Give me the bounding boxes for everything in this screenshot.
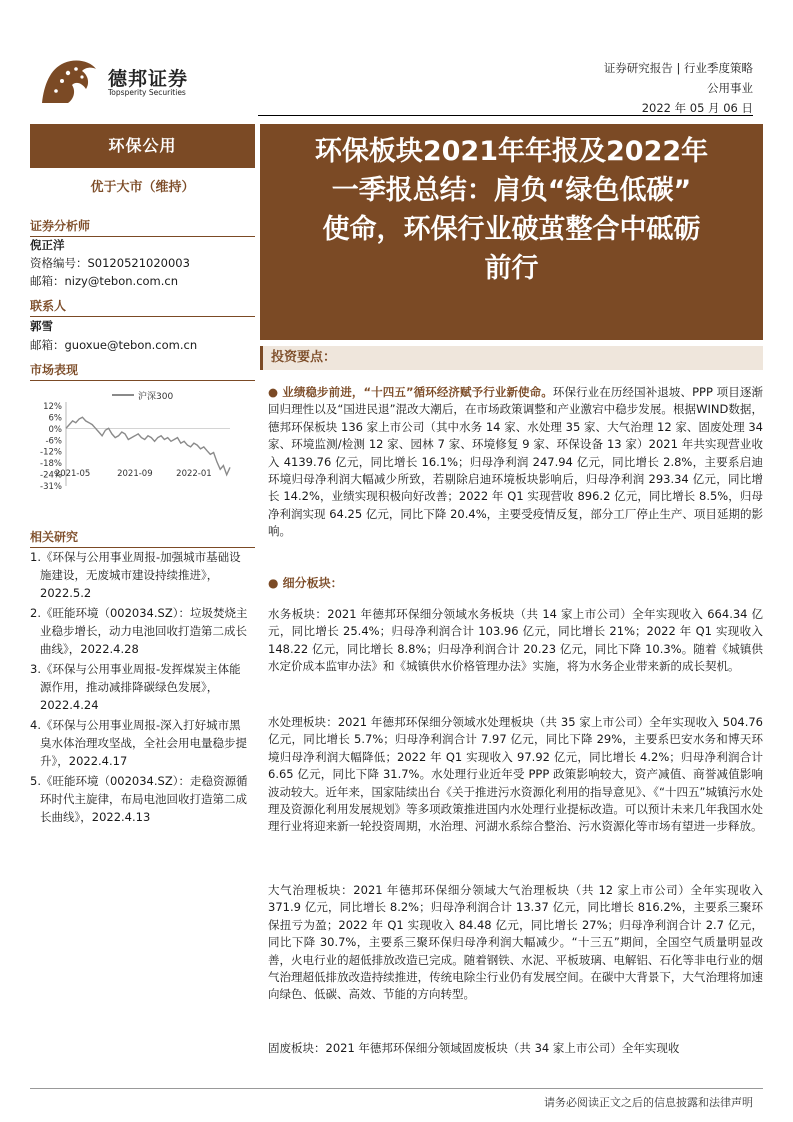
related-report-item[interactable]: 2.《旺能环境（002034.SZ）：垃圾焚烧主业稳步增长，动力电池回收打造第二成长曲线》，2022.4.28 <box>30 606 248 656</box>
analyst-heading: 证券分析师 <box>30 217 255 237</box>
related-report-item[interactable]: 1.《环保与公用事业周报-加强城市基础设施建设，无废城市建设持续推进》，2022.5.2 <box>30 550 241 600</box>
segment-water: 水务板块：2021 年德邦环保细分领域水务板块（共 14 家上市公司）全年实现收入 664.34 亿元，同比增长 25.4%；归母净利润合计 103.96 亿元，同比增长 21%；2022 年 Q1 实现收入 148.22 亿元，同比增长 8.8%；归母净利润合计 20.23 亿元，同比下降 10.3%。随着《城镇供水定价成本监审办法》和《城镇供水价格管理办法》实施，将为水务企业带来新的成长契机。 <box>268 607 763 674</box>
y-tick-label: 0% <box>48 424 62 435</box>
y-tick-label: 12% <box>43 402 62 412</box>
y-tick-label: -12% <box>40 447 62 458</box>
contact-email[interactable]: 邮箱：guoxue@tebon.com.cn <box>30 338 198 352</box>
sector-label: 环保公用 <box>30 124 255 168</box>
brand-name: 德邦证券 <box>108 68 189 90</box>
rating-label: 优于大市（维持） <box>90 180 195 195</box>
report-title <box>260 124 763 340</box>
summary-text: 环保行业在历经国补退坡、PPP 项目逐渐回归理性以及“国进民退”混改大潮后，在市场政策调整和产业激宕中稳步发展。根据WIND数据，德邦环保板块 136 家上市公司（其中水务 14 家、水处理 35 家、大气治理 12 家、固废处理 34 家、环境监测/检测 12 家、园林 7 家、环境修复 9 家、环保设备 13 家）2021 年共实现营业收入 4139.76 亿元，同比增长 16.1%；归母净利润 247.94 亿元，同比增长 2.8%，主要系启迪环境归母净利润大幅减少所致，若剔除启迪环境板块影响后，归母净利润 293.34 亿元，同比增长 14.2%，业绩实现积极向好改善；2022 年 Q1 实现营收 896.2 亿元，同比增长 8.5%，归母净利润实现 64.25 亿元，同比下降 20.4%，主要受疫情反复，部分工厂停止生产、项目延期的影响。 <box>268 385 763 539</box>
related-report-item[interactable]: 3.《环保与公用事业周报-发挥煤炭主体能源作用，推动减排降碳绿色发展》，2022.4.24 <box>30 662 241 712</box>
footer-divider <box>30 1088 763 1089</box>
title-line: 使命，环保行业破茧整合中砥砺 <box>322 214 701 245</box>
related-report-item[interactable]: 5.《旺能环境（002034.SZ）：走稳资源循环时代主旋律，布局电池回收打造第二成长曲线》，2022.4.13 <box>30 774 248 824</box>
legend-label: 沪深300 <box>138 392 174 402</box>
market-performance-chart <box>30 382 255 494</box>
report-meta <box>604 58 753 118</box>
key-points-heading: 投资要点： <box>260 346 763 370</box>
header-divider <box>258 115 753 116</box>
summary-paragraph <box>268 384 763 541</box>
segment-solid-waste: 固废板块：2021 年德邦环保细分领域固废板块（共 34 家上市公司）全年实现收 <box>268 1041 680 1055</box>
x-tick-label: 2021-09 <box>117 468 153 479</box>
market-heading: 市场表现 <box>30 361 255 381</box>
related-report-item[interactable]: 4.《环保与公用事业周报-深入打好城市黑臭水体治理攻坚战，全社会用电量稳步提升》，2022.4.17 <box>30 718 247 768</box>
y-tick-label: -24% <box>40 470 62 481</box>
related-reports-list <box>30 548 252 828</box>
segment-heading <box>268 574 343 591</box>
analyst-license: 资格编号：S0120521020003 <box>30 256 190 270</box>
bullet-icon: ● <box>268 576 283 590</box>
y-tick-label: -31% <box>40 482 62 492</box>
company-logo-icon <box>38 55 100 107</box>
y-tick-label: 6% <box>48 413 62 424</box>
segment-air: 大气治理板块：2021 年德邦环保细分领域大气治理板块（共 12 家上市公司）全年实现收入 371.9 亿元，同比增长 8.2%；归母净利润合计 13.37 亿元，同比增长 816.2%，主要系三聚环保扭亏为盈；2022 年 Q1 实现收入 84.48 亿元，同比增长 27%；归母净利润合计 2.7 亿元，同比下降 30.7%，主要系三聚环保归母净利润大幅减少。“十三五”期间，全国空气质量明显改善，火电行业的超低排放改造已完成。随着钢铁、水泥、平板玻璃、电解铝、石化等非电行业的烟气治理超低排放改造持续推进，传统电除尘行业仍有发展空间。在碳中大背景下，大气治理将加速向绿色、低碳、高效、节能的方向转型。 <box>268 883 763 1002</box>
contact-heading: 联系人 <box>30 297 255 317</box>
analyst-name: 倪正洋 <box>30 238 65 252</box>
x-tick-label: 2022-01 <box>176 468 212 479</box>
segment-water-treatment: 水处理板块：2021 年德邦环保细分领域水处理板块（共 35 家上市公司）全年实现收入 504.76 亿元，同比增长 5.7%；归母净利润合计 7.97 亿元，同比下降 29%，主要系巴安水务和博天环境归母净利润大幅降低；2022 年 Q1 实现收入 97.92 亿元，同比增长 4.2%；归母净利润合计 6.65 亿元，同比下降 31.7%。水处理行业近年受 PPP 政策影响较大，资产减值、商誉减值影响波动较大。近年来，国家陆续出台《关于推进污水资源化利用的指导意见》、《“十四五”城镇污水处理及资源化利用发展规划》等多项政策推进国内水处理行业提标改造。可以预计未来几年我国水处理行业将迎来新一轮投资周期，水治理、河湖水系综合整治、污水资源化等市场有望进一步释放。 <box>268 715 763 834</box>
y-tick-label: -6% <box>45 436 62 447</box>
x-tick-label: 2021-05 <box>54 468 91 479</box>
analyst-email[interactable]: 邮箱：nizy@tebon.com.cn <box>30 274 179 288</box>
bullet-icon: ● <box>268 385 283 399</box>
title-line: 环保板块2021年年报及2022年 <box>314 136 709 167</box>
footer-disclaimer: 请务必阅读正文之后的信息披露和法律声明 <box>544 1096 753 1109</box>
report-type: 证券研究报告 | 行业季度策略 <box>603 61 753 75</box>
industry-label: 公用事业 <box>707 81 753 95</box>
related-heading: 相关研究 <box>30 528 255 548</box>
segment-heading-text: 细分板块： <box>282 576 343 590</box>
brand-name-en: Topsperity Securities <box>108 88 186 97</box>
contact-name: 郭雪 <box>30 319 53 333</box>
report-date: 2022 年 05 月 06 日 <box>641 101 753 115</box>
y-tick-label: -18% <box>40 459 62 470</box>
summary-lead: 业绩稳步前进，“十四五”循环经济赋予行业新使命。 <box>282 385 553 399</box>
title-line: 前行 <box>484 253 539 284</box>
title-line: 一季报总结：肩负“绿色低碳” <box>331 175 692 206</box>
series-line-hs300 <box>66 417 230 475</box>
